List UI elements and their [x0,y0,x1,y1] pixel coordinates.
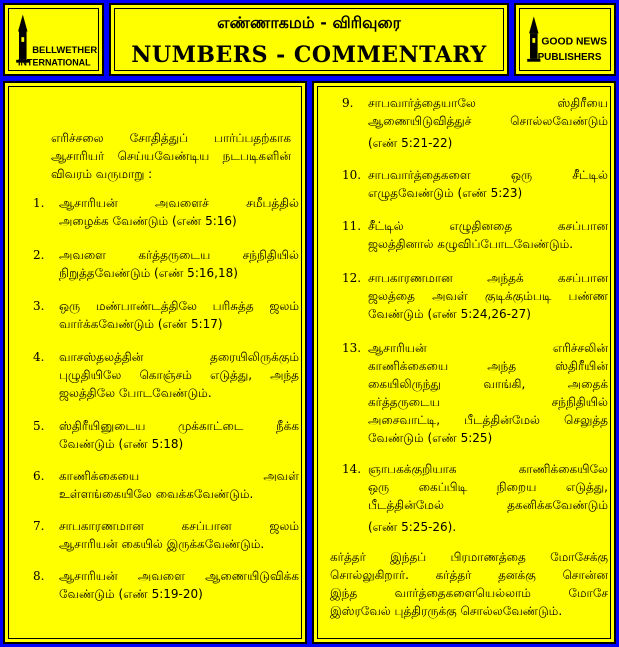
church-tower-icon [16,14,29,62]
bellwether-logo [5,5,102,74]
closing-line-4: இஸ்ரவேல் புத்திரருக்கு சொல்லவேண்டும். [330,604,563,618]
item-line: ஒரு கைப்பிடி நிறைய எடுத்து, [368,480,608,494]
intro-line-3: விவரம் வருமாறு : [51,167,153,181]
intro-line-2: ஆசாரியர் செய்யவேண்டிய நடபடிகளின் [51,149,291,163]
item-number: 2. [33,248,45,262]
item-line: சாபவார்த்தைகளை ஒரு சீட்டில் [368,168,608,182]
item-line: அழைக்க வேண்டும் (எண் 5:16) [59,214,237,228]
item-line: வேண்டும் (எண் 5:25) [368,431,493,445]
item-line: ஆசாரியன் அவளை ஆணையிடுவிக்க [59,569,299,583]
item-line: கர்த்தருடைய சந்நிதியில் [368,395,608,409]
item-line: ஜலத்திலே போடவேண்டும். [59,386,212,400]
item-line: (எண் 5:25-26). [368,520,457,534]
item-number: 11. [342,219,362,233]
item-number: 5. [33,419,45,433]
item-line: ஆசாரியன் கையில் இருக்கவேண்டும். [59,537,265,551]
item-line: ஆசாரியன் எரிச்சலின் [368,341,608,355]
english-title: NUMBERS - COMMENTARY [131,42,487,68]
item-line: (எண் 5:21-22) [368,136,453,150]
good-news-logo [516,5,614,74]
item-line: எழுதவேண்டும் (எண் 5:23) [368,186,523,200]
right-column [312,81,616,644]
good-news-logo-box [514,3,616,76]
closing-line-2: சொல்லுகிறார். கர்த்தர் தனக்கு சொன்ன [330,568,608,582]
item-line: உள்ளங்கையிலே வைக்கவேண்டும். [59,487,254,501]
item-line: புழுதியிலே கொஞ்சம் எடுத்து, அந்த [59,368,299,382]
title-frame [114,8,504,71]
item-line: அவளை கர்த்தருடைய சந்நிதியில் [59,248,299,262]
bellwether-logo-box [3,3,104,76]
item-number: 6. [33,469,45,483]
left-column [3,81,307,644]
closing-line-3: இந்த வார்த்தைகளையெல்லாம் மோசே [330,586,608,600]
item-number: 14. [342,462,362,476]
item-line: சாபவார்த்தையாலே ஸ்திரீயை [368,96,608,110]
item-line: சாபகாரணமான அந்தக் கசப்பான [368,271,608,285]
item-number: 12. [342,271,362,285]
item-line: வேண்டும் (எண் 5:24,26-27) [368,307,531,321]
intro-line-1: எரிச்சலை சோதித்துப் பார்ப்பதற்காக [51,131,291,145]
item-line: ஆசாரியன் அவளைச் சமீபத்தில் [59,196,299,210]
logo-left-line1: BELLWETHER [32,45,98,57]
item-line: வேண்டும் (எண் 5:18) [59,437,184,451]
item-line: ஸ்திரீயினுடைய முக்காட்டை நீக்க [59,419,299,433]
item-number: 10. [342,168,362,182]
item-line: ஞாபகக்குறியாக காணிக்கையிலே [368,462,608,476]
item-number: 3. [33,299,45,313]
item-line: வார்க்கவேண்டும் (எண் 5:17) [59,317,223,331]
item-number: 4. [33,350,45,364]
item-line: அசைவாட்டி, பீடத்தின்மேல் செலுத்த [368,413,608,427]
item-line: சாபகாரணமான கசப்பான ஜலம் [59,519,299,533]
item-line: ஜலத்தை அவள் குடிக்கும்படி பண்ண [368,289,608,303]
item-number: 7. [33,519,45,533]
item-number: 13. [342,341,362,355]
item-line: ஒரு மண்பாண்டத்திலே பரிசுத்த ஜலம் [59,299,299,313]
logo-right-line2: PUBLISHERS [537,51,602,63]
item-line: ஜலத்தினால் கழுவிப்போடவேண்டும். [368,237,574,251]
logo-left-line2: INTERNATIONAL [18,57,91,68]
item-line: வாசஸ்தலத்தின் தரையிலிருக்கும் [59,350,299,364]
logo-right-line1: GOOD NEWS [541,36,608,48]
item-line: நிறுத்தவேண்டும் (எண் 5:16,18) [59,266,238,280]
item-number: 9. [342,96,354,110]
item-line: வேண்டும் (எண் 5:19-20) [59,587,203,601]
item-number: 1. [33,196,45,210]
title-box [109,3,509,76]
item-line: கையிலிருந்து வாங்கி, அதைக் [368,377,608,391]
item-line: ஆணையிடுவித்துச் சொல்லவேண்டும் [368,114,608,128]
tamil-title: எண்ணாகமம் - விரிவுரை [217,13,401,32]
item-line: காணிக்கையை அவள் [59,469,299,483]
item-line: காணிக்கையை அந்த ஸ்திரீயின் [368,359,608,373]
item-number: 8. [33,569,45,583]
closing-line-1: கர்த்தர் இந்தப் பிரமாணத்தை மோசேக்கு [330,550,608,564]
item-line: பீடத்தின்மேல் தகனிக்கவேண்டும் [368,498,608,512]
item-line: சீட்டில் எழுதினதை கசப்பான [368,219,608,233]
